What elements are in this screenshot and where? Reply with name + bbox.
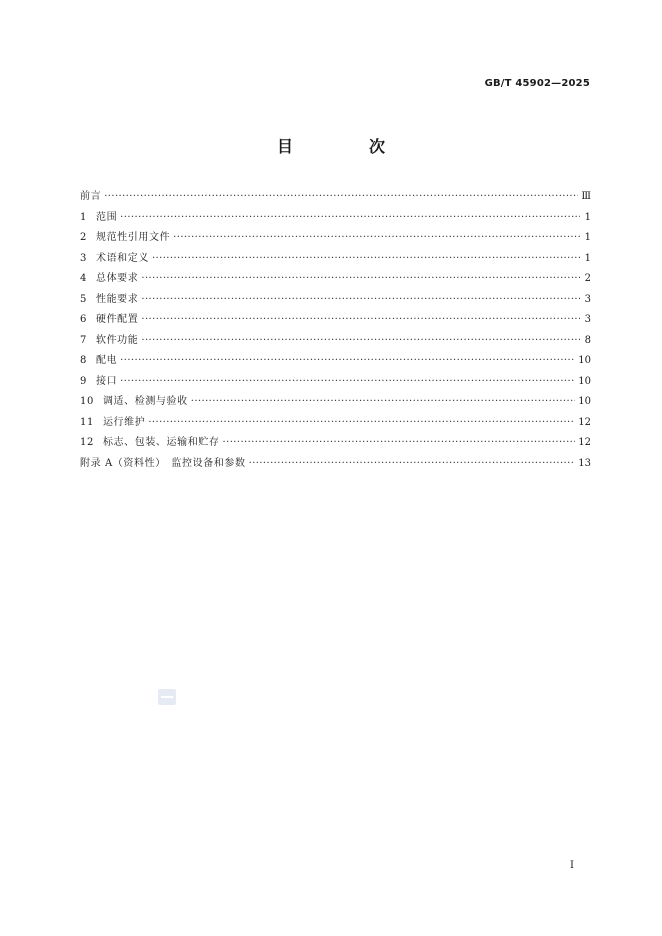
toc-entry-title: 软件功能	[95, 334, 139, 346]
toc-entry-page: 8	[584, 334, 591, 346]
standard-number: GB/T 45902—2025	[484, 78, 590, 89]
toc-entry-number: 1	[80, 211, 87, 223]
toc-entry-title: 性能要求	[95, 293, 139, 305]
toc-entry-page: 13	[578, 457, 591, 469]
toc-entry-page: 10	[578, 396, 591, 407]
toc-entry-number: 11	[80, 416, 94, 428]
toc-dot-leader	[173, 228, 580, 249]
toc-entry-label	[80, 249, 149, 270]
toc-entry-page: 2	[584, 273, 591, 284]
toc-entry-label	[80, 228, 170, 249]
toc-dot-leader	[120, 372, 575, 393]
toc-entry[interactable]	[80, 228, 591, 249]
toc-entry[interactable]	[80, 208, 591, 229]
toc-dot-leader	[152, 249, 580, 270]
toc-entry[interactable]	[80, 290, 591, 311]
toc-entry-label	[80, 331, 138, 352]
toc-dot-leader	[249, 454, 576, 475]
toc-entry-label	[80, 187, 101, 208]
toc-entry-label	[80, 310, 138, 331]
toc-entry[interactable]	[80, 249, 591, 270]
toc-entry-number: 2	[80, 232, 87, 243]
toc-entry-title: 硬件配置	[95, 314, 139, 325]
toc-entry-number: 4	[80, 273, 87, 284]
toc-entry[interactable]	[80, 310, 591, 331]
toc-entry-title: 配电	[95, 355, 118, 366]
toc-entry[interactable]	[80, 187, 591, 208]
toc-entry-label	[80, 208, 117, 229]
toc-entry-page: 1	[584, 232, 591, 243]
toc-dot-leader	[141, 269, 580, 290]
toc-entry-page: 10	[578, 375, 591, 387]
toc-entry-label	[80, 433, 220, 454]
toc-entry-label	[80, 454, 246, 475]
toc-entry-page: 3	[584, 293, 591, 305]
toc-entry-title: 附录 A（资料性） 监控设备和参数	[80, 457, 246, 469]
toc-entry-number: 8	[80, 355, 87, 366]
toc-entry[interactable]	[80, 351, 591, 372]
watermark-logo-icon	[158, 689, 176, 705]
toc-dot-leader	[223, 433, 576, 454]
toc-dot-leader	[148, 413, 575, 434]
toc-entry-title: 总体要求	[95, 273, 139, 284]
toc-entry[interactable]	[80, 454, 591, 475]
toc-entry[interactable]	[80, 433, 591, 454]
toc-dot-leader	[141, 331, 580, 352]
toc-entry[interactable]	[80, 413, 591, 434]
toc-entry[interactable]	[80, 269, 591, 290]
toc-entry-page: 1	[584, 252, 591, 264]
toc-entry-title: 范围	[95, 211, 118, 223]
toc-entry-page: 12	[578, 416, 591, 428]
toc-entry-title: 运行维护	[102, 416, 146, 428]
toc-entry-number: 9	[80, 375, 87, 387]
toc-entry-number: 6	[80, 314, 87, 325]
toc-entry-label	[80, 351, 117, 372]
toc-entry-page: Ⅲ	[581, 191, 591, 202]
toc-entry-label	[80, 372, 117, 393]
page-number: I	[570, 860, 574, 871]
toc-entry-label	[80, 269, 138, 290]
toc-entry-page: 1	[584, 211, 591, 223]
toc-entry-page: 12	[578, 437, 591, 448]
toc-entry-label	[80, 413, 145, 434]
toc-entry-label	[80, 290, 138, 311]
toc-dot-leader	[104, 187, 578, 208]
toc-dot-leader	[141, 290, 580, 311]
toc-entry-page: 3	[584, 314, 591, 325]
toc-entry[interactable]	[80, 331, 591, 352]
toc-entry[interactable]	[80, 392, 591, 413]
toc-entry-title: 调适、检测与验收	[102, 396, 188, 407]
toc-entry-page: 10	[578, 355, 591, 366]
toc-dot-leader	[191, 392, 576, 413]
toc-dot-leader	[141, 310, 580, 331]
toc-entry-title: 规范性引用文件	[95, 232, 171, 243]
toc-title: 目 次	[276, 137, 415, 156]
toc-dot-leader	[120, 208, 580, 229]
toc-entry-number: 5	[80, 293, 87, 305]
toc-entry-number: 10	[80, 396, 94, 407]
toc-entry[interactable]	[80, 372, 591, 393]
toc-entry-title: 前言	[80, 191, 102, 202]
toc-dot-leader	[120, 351, 575, 372]
toc-entry-title: 术语和定义	[95, 252, 149, 264]
toc-entry-title: 标志、包装、运输和贮存	[102, 437, 220, 448]
table-of-contents	[80, 187, 591, 474]
toc-entry-title: 接口	[95, 375, 118, 387]
toc-entry-label	[80, 392, 188, 413]
toc-entry-number: 7	[80, 334, 87, 346]
toc-entry-number: 3	[80, 252, 87, 264]
toc-entry-number: 12	[80, 437, 94, 448]
